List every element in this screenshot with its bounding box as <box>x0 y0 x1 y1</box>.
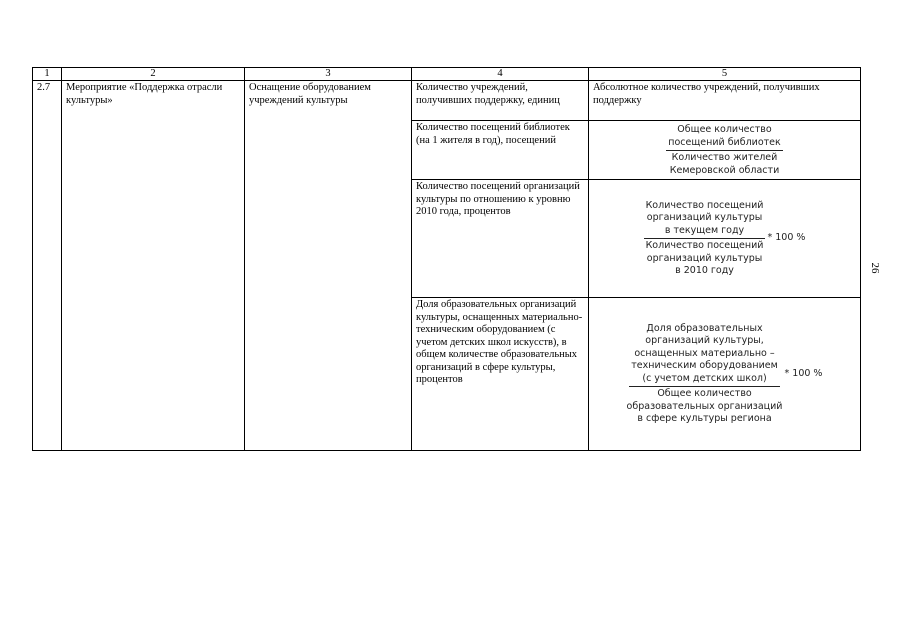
header-col-4: 4 <box>412 68 589 81</box>
denominator: Общее количество образовательных организаций в сфере культуры региона <box>626 388 783 424</box>
indicators-table <box>32 67 861 451</box>
fraction <box>644 200 766 278</box>
row-number: 2.7 <box>33 81 62 451</box>
numerator: Количество посещений организаций культуры в текущем году <box>644 200 766 240</box>
header-row <box>33 68 861 81</box>
indicator-name: Количество посещений библиотек (на 1 жителя в год), посещений <box>412 121 589 180</box>
header-col-3: 3 <box>245 68 412 81</box>
fraction <box>666 124 783 177</box>
fraction <box>627 323 783 426</box>
numerator: Доля образовательных организаций культуры, оснащенных материально – техническим оборудованием (с учетом детских школ) <box>629 323 780 388</box>
table-row <box>33 81 861 121</box>
header-col-1: 1 <box>33 68 62 81</box>
indicator-name: Количество учреждений, получивших поддержку, единиц <box>412 81 589 121</box>
method-text: Абсолютное количество учреждений, получивших поддержку <box>589 81 861 121</box>
denominator: Количество жителей Кемеровской области <box>669 152 780 176</box>
event-cell: Мероприятие «Поддержка отрасли культуры» <box>62 81 245 451</box>
indicator-name: Количество посещений организаций культуры по отношению к уровню 2010 года, процентов <box>412 180 589 298</box>
indicator-name: Доля образовательных организаций культуры, оснащенных материально-техническим оборудованием (с учетом детских школ искусств), в общем количестве образовательных организаций в сфере культуры, процентов <box>412 298 589 451</box>
activity-cell: Оснащение оборудованием учреждений культуры <box>245 81 412 451</box>
page-number: 26 <box>869 262 881 274</box>
formula-cell <box>589 121 861 180</box>
header-col-5: 5 <box>589 68 861 81</box>
multiplier: * 100 % <box>784 367 823 379</box>
multiplier: * 100 % <box>767 232 806 244</box>
denominator: Количество посещений организаций культуры в 2010 году <box>645 240 764 276</box>
header-col-2: 2 <box>62 68 245 81</box>
formula-cell <box>589 298 861 451</box>
formula-cell <box>589 180 861 298</box>
numerator: Общее количество посещений библиотек <box>666 124 783 151</box>
